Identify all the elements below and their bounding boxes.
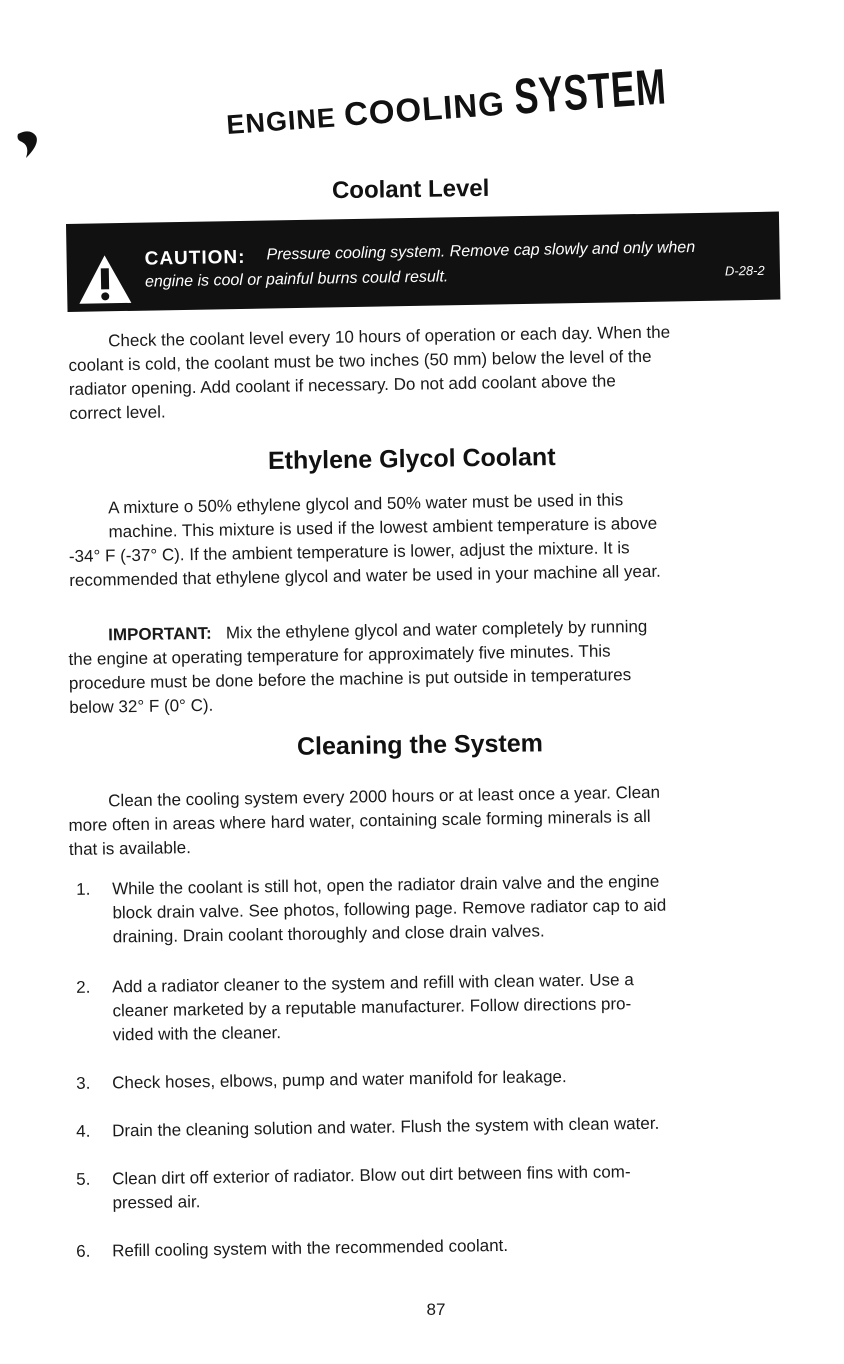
step-number: 1.	[76, 879, 91, 899]
text-line: block drain valve. See photos, following page. Remove radiator cap to aid	[112, 895, 667, 923]
text-line: pressed air.	[112, 1192, 201, 1213]
text-line: the engine at operating temperature for approximately five minutes. This	[68, 641, 611, 669]
text-line: radiator opening. Add coolant if necessary. Do not add coolant above the	[68, 371, 616, 399]
list-item	[70, 966, 790, 1045]
text-line: Clean dirt off exterior of radiator. Blow out dirt between fins with com-	[112, 1162, 631, 1189]
warning-triangle-icon	[77, 253, 134, 306]
important-note	[68, 613, 789, 720]
caution-text-line-1: Pressure cooling system. Remove cap slowly and only when	[266, 239, 696, 264]
text-line: Check hoses, elbows, pump and water manifold for leakage.	[112, 1067, 567, 1093]
caution-box	[66, 212, 780, 312]
ethylene-glycol-paragraph	[68, 486, 789, 593]
coolant-level-paragraph	[68, 319, 789, 426]
text-line: Drain the cleaning solution and water. Flush the system with clean water.	[112, 1113, 660, 1141]
list-item	[70, 1158, 790, 1213]
text-line: correct level.	[69, 402, 166, 423]
title-part-system: SYSTEM	[512, 58, 669, 125]
cleaning-paragraph	[68, 779, 789, 862]
text-line: recommended that ethylene glycol and water be used in your machine all year.	[69, 561, 661, 590]
heading-ethylene-glycol: Ethylene Glycol Coolant	[267, 442, 556, 476]
page-number: 87	[426, 1300, 446, 1319]
page-title	[224, 53, 728, 146]
text-line: Clean the cooling system every 2000 hours or at least once a year. Clean	[108, 782, 661, 811]
heading-cleaning-system: Cleaning the System	[296, 729, 544, 761]
list-item	[70, 1110, 790, 1141]
text-line: Check the coolant level every 10 hours of operation or each day. When the	[108, 322, 671, 351]
list-item	[70, 1230, 790, 1261]
step-number: 3.	[76, 1073, 91, 1093]
text-line: more often in areas where hard water, containing scale forming minerals is all	[68, 806, 651, 835]
text-line: procedure must be done before the machine is put outside in temperatures	[68, 665, 632, 693]
text-line: coolant is cold, the coolant must be two inches (50 mm) below the level of the	[68, 346, 652, 375]
list-item	[70, 1062, 790, 1093]
caution-code: D-28-2	[724, 262, 765, 279]
text-line: Mix the ethylene glycol and water completely by running	[225, 616, 648, 643]
text-line: cleaner marketed by a reputable manufacturer. Follow directions pro-	[112, 994, 632, 1021]
title-part-engine: ENGINE	[225, 101, 346, 141]
list-item	[70, 868, 790, 947]
text-line: draining. Drain coolant thoroughly and close drain valves.	[112, 921, 545, 947]
step-number: 4.	[76, 1121, 91, 1141]
title-part-cooling: COOLING	[342, 83, 517, 133]
text-line: A mixture o 50% ethylene glycol and 50% water must be used in this	[108, 490, 624, 518]
text-line: While the coolant is still hot, open the radiator drain valve and the engine	[112, 871, 660, 899]
text-line: Refill cooling system with the recommended coolant.	[112, 1235, 509, 1261]
text-line: Add a radiator cleaner to the system and refill with clean water. Use a	[112, 970, 634, 997]
heading-coolant-level: Coolant Level	[331, 174, 490, 205]
text-line: -34° F (-37° C). If the ambient temperature is lower, adjust the mixture. It is	[68, 538, 630, 566]
step-number: 6.	[76, 1241, 91, 1261]
text-line: vided with the cleaner.	[112, 1023, 282, 1045]
text-line: below 32° F (0° C).	[69, 695, 214, 717]
caution-label: CAUTION:	[144, 246, 246, 270]
step-number: 5.	[76, 1169, 91, 1189]
step-number: 2.	[76, 977, 91, 997]
text-line: machine. This mixture is used if the lowest ambient temperature is above	[108, 513, 658, 542]
important-label: IMPORTANT:	[108, 623, 212, 645]
caution-text-line-2: engine is cool or painful burns could result.	[144, 268, 449, 291]
binding-mark-icon	[14, 130, 40, 160]
text-line: that is available.	[68, 838, 191, 859]
